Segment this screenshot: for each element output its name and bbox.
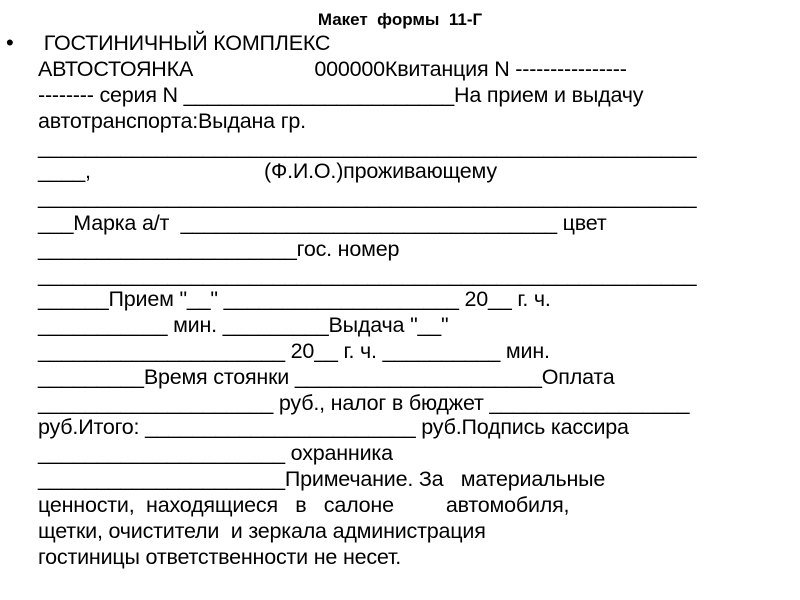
form-line-18: _____________________Примечание. За материальные bbox=[38, 467, 606, 491]
form-line-9: ______________________гос. номер bbox=[38, 237, 400, 261]
form-line-4: автотранспорта:Выдана гр. bbox=[38, 109, 306, 133]
form-line-1: ГОСТИНИЧНЫЙ КОМПЛЕКС bbox=[38, 31, 331, 55]
form-line-12: ___________ мин. _________Выдача "__" bbox=[38, 313, 449, 337]
form-title: Макет формы 11-Г bbox=[317, 10, 483, 29]
form-line-8: ___Марка а/т ________________________________ цвет bbox=[38, 211, 607, 235]
form-line-11: ______Прием "__" ____________________ 20__ г. ч. bbox=[38, 287, 551, 311]
form-line-17: _____________________ охранника bbox=[38, 441, 393, 465]
form-line-16: руб.Итого: _______________________ руб.Подпись кассира bbox=[38, 415, 629, 439]
form-line-13: _____________________ 20__ г. ч. __________ мин. bbox=[38, 339, 550, 363]
bullet-marker: • bbox=[6, 30, 14, 55]
form-line-5: ________________________________________________________ bbox=[38, 135, 697, 159]
form-line-3: -------- серия N _______________________На прием и выдачу bbox=[38, 83, 644, 107]
form-line-10: ________________________________________________________ bbox=[38, 263, 697, 287]
form-line-21: гостиницы ответственности не несет. bbox=[38, 545, 402, 569]
form-line-7: ________________________________________________________ bbox=[38, 185, 697, 209]
form-line-19: ценности, находящиеся в салоне автомобиля, bbox=[38, 493, 570, 517]
form-line-2: АВТОСТОЯНКА 000000Квитанция N ---------------- bbox=[38, 57, 627, 81]
form-line-15: ____________________ руб., налог в бюджет _________________ bbox=[38, 391, 690, 415]
form-line-6: ____, (Ф.И.О.)проживающему bbox=[38, 159, 497, 183]
form-line-20: щетки, очистители и зеркала администрация bbox=[38, 519, 486, 543]
form-line-14: _________Время стоянки _____________________Оплата bbox=[38, 365, 615, 389]
